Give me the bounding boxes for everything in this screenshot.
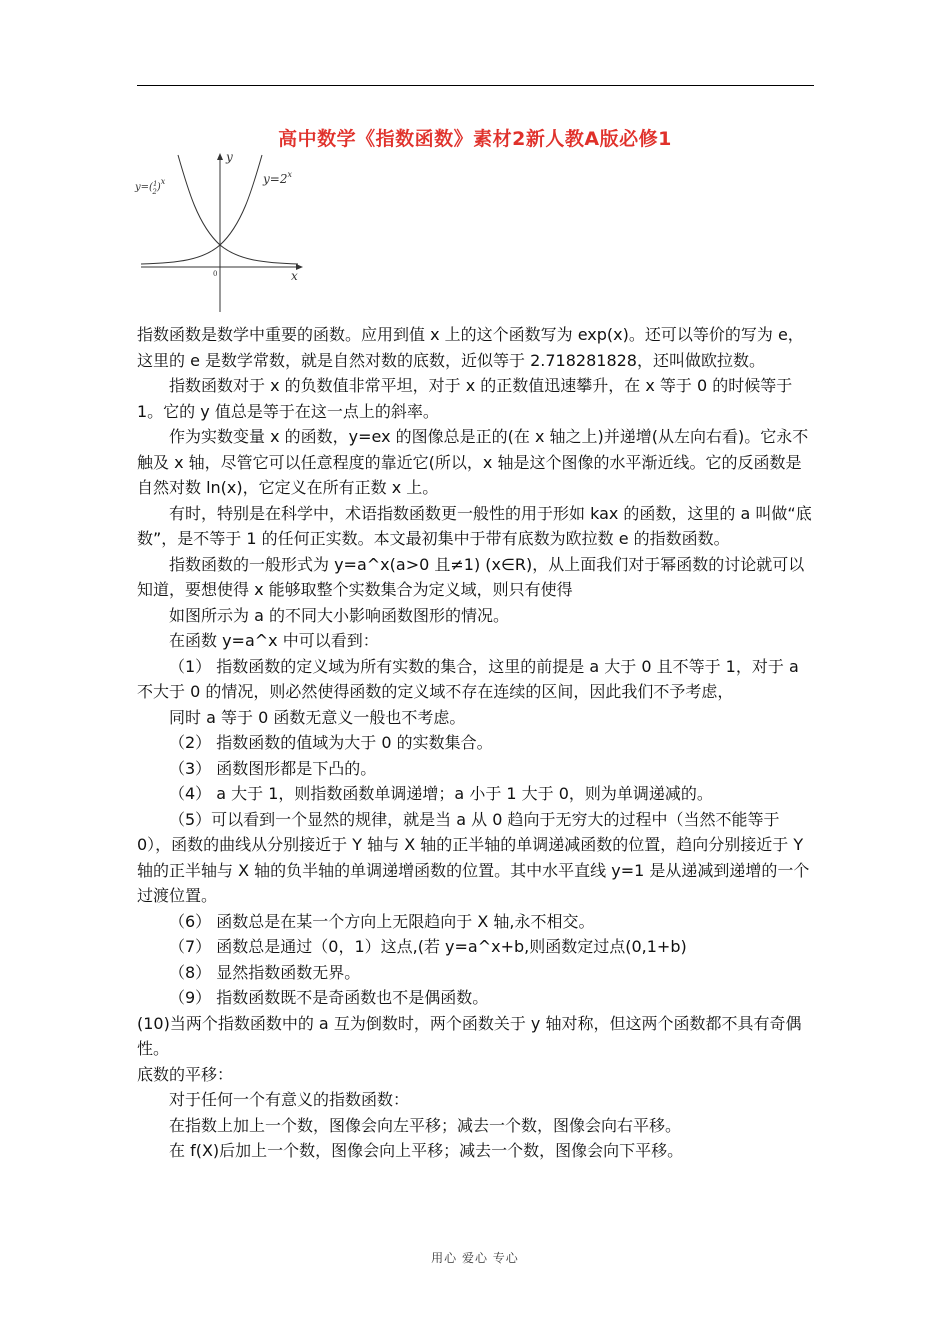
paragraph: 指数函数是数学中重要的函数。应用到值 x 上的这个函数写为 exp(x)。还可以等价的写为 e，这里的 e 是数学常数，就是自然对数的底数，近似等于 2.718281828，还叫做欧拉数。 bbox=[137, 325, 804, 370]
list-item: （9） 指数函数既不是奇函数也不是偶函数。 bbox=[169, 988, 489, 1007]
header-rule bbox=[137, 85, 814, 86]
axis-label-y: y bbox=[226, 150, 233, 164]
list-item: （5）可以看到一个显然的规律，就是当 a 从 0 趋向于无穷大的过程中（当然不能等于 0），函数的曲线从分别接近于 Y 轴与 X 轴的正半轴的单调递减函数的位置，趋向分别接近于 Y 轴的正半轴与 X 轴的负半轴的单调递增函数的位置。其中水平直线 y=1 是从递减到递增的一个过渡位置。 bbox=[137, 809, 810, 905]
axis-label-x: x bbox=[291, 269, 298, 283]
paragraph: 对于任何一个有意义的指数函数： bbox=[169, 1090, 410, 1109]
label-y-half-x: y=($^1$ 2)$^x$ bbox=[135, 177, 166, 196]
paragraph: 指数函数对于 x 的负数值非常平坦，对于 x 的正数值迅速攀升，在 x 等于 0 的时候等于 1。它的 y 值总是等于在这一点上的斜率。 bbox=[137, 376, 793, 421]
label-y-2x: $y=2^x$ bbox=[263, 170, 292, 186]
paragraph: 在指数上加上一个数，图像会向左平移；减去一个数，图像会向右平移。 bbox=[169, 1115, 682, 1135]
paragraph: 有时，特别是在科学中，术语指数函数更一般性的用于形如 kax 的函数，这里的 a 叫做“底数”，是不等于 1 的任何正实数。本文最初集中于带有底数为欧拉数 e 的指数函数。 bbox=[137, 503, 812, 548]
exponential-graph-figure bbox=[133, 150, 308, 315]
list-item: （1） 指数函数的定义域为所有实数的集合，这里的前提是 a 大于 0 且不等于 1，对于 a 不大于 0 的情况，则必然使得函数的定义域不存在连续的区间，因此我们不予考虑， bbox=[137, 656, 799, 701]
list-item: （3） 函数图形都是下凸的。 bbox=[169, 758, 377, 778]
y-axis-arrow bbox=[217, 153, 223, 160]
paragraph: 在函数 y=a^x 中可以看到： bbox=[169, 631, 379, 650]
section-heading: 底数的平移： bbox=[137, 1064, 234, 1084]
origin-label: 0 bbox=[213, 270, 218, 278]
curve-two-power-x bbox=[141, 155, 262, 264]
paragraph: 作为实数变量 x 的函数，y=ex 的图像总是正的(在 x 轴之上)并递增(从左向右看)。它永不触及 x 轴，尽管它可以任意程度的靠近它(所以，x 轴是这个图像的水平渐近线。它的反函数是自然对数 ln(x)，它定义在所有正数 x 上。 bbox=[137, 427, 809, 497]
list-item: （2） 指数函数的值域为大于 0 的实数集合。 bbox=[169, 733, 493, 752]
paragraph: 如图所示为 a 的不同大小影响函数图形的情况。 bbox=[169, 605, 509, 625]
page-title: 高中数学《指数函数》素材2新人教A版必修1 bbox=[278, 128, 672, 150]
paragraph: 在 f(X)后加上一个数，图像会向上平移；减去一个数，图像会向下平移。 bbox=[169, 1141, 684, 1160]
paragraph: 指数函数的一般形式为 y=a^x(a>0 且≠1) (x∈R)，从上面我们对于幂函数的讨论就可以知道，要想使得 x 能够取整个实数集合为定义域，则只有使得 bbox=[137, 554, 805, 599]
paragraph: 同时 a 等于 0 函数无意义一般也不考虑。 bbox=[169, 707, 466, 727]
page-footer: 用心 爱心 专心 bbox=[431, 1251, 519, 1265]
list-item: （7） 函数总是通过（0，1）这点,(若 y=a^x+b,则函数定过点(0,1+b) bbox=[169, 937, 687, 956]
body-text bbox=[137, 322, 817, 1164]
list-item: （4） a 大于 1，则指数函数单调递增；a 小于 1 大于 0，则为单调递减的。 bbox=[169, 784, 713, 803]
list-item: (10)当两个指数函数中的 a 互为倒数时，两个函数关于 y 轴对称，但这两个函数都不具有奇偶性。 bbox=[137, 1013, 802, 1058]
list-item: （8） 显然指数函数无界。 bbox=[169, 962, 361, 982]
list-item: （6） 函数总是在某一个方向上无限趋向于 X 轴,永不相交。 bbox=[169, 911, 595, 931]
